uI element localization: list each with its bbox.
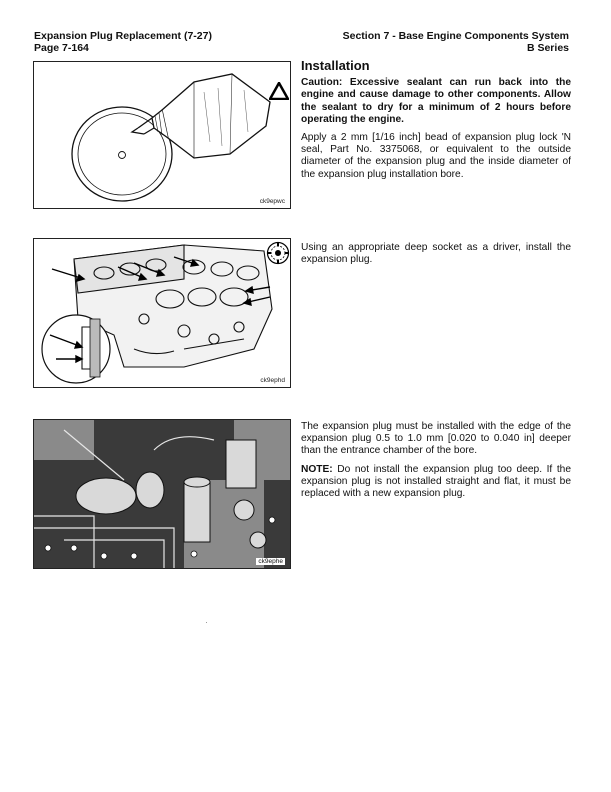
scan-speck (206, 622, 207, 623)
chapter-title: Expansion Plug Replacement (7-27) (34, 30, 212, 42)
note-label: NOTE: (301, 463, 333, 475)
installation-section (301, 60, 571, 187)
section-title: Section 7 - Base Engine Components System (342, 30, 569, 42)
page-number: Page 7-164 (34, 42, 89, 54)
sealant-instructions: Apply a 2 mm [1/16 inch] bead of expansion plug lock 'N seal, Part No. 3375068, or equivalent to the outside diameter of the expansion plug and the inside diameter of the expansion plug installation bore. (301, 132, 571, 180)
engine-block-illustration (34, 239, 290, 387)
driver-instructions: Using an appropriate deep socket as a driver, install the expansion plug. (301, 242, 571, 266)
installation-heading: Installation (301, 58, 370, 73)
sealant-illustration (34, 62, 290, 208)
socket-tool-icon (266, 241, 290, 265)
driver-section (301, 242, 571, 272)
engine-photo (34, 420, 290, 568)
depth-section (301, 421, 571, 506)
caution-text: Caution: Excessive sealant can run back into the engine and cause damage to other components. Allow the sealant to dry for a minimum of 2 hours before operating the engine. (301, 77, 571, 125)
note-text: Do not install the expansion plug too deep. If the expansion plug is not installed straight and flat, it must be replaced with a new expansion plug. (301, 463, 571, 500)
figure-sealant-application (33, 61, 291, 209)
note-paragraph (301, 464, 571, 501)
depth-instructions: The expansion plug must be installed with the edge of the expansion plug 0.5 to 1.0 mm [0.020 to 0.040 in] deeper than the entrance chamber of the bore. (301, 421, 571, 457)
page-header-right (343, 30, 569, 54)
figure-caption: ck9epwc (259, 198, 285, 205)
figure-install-plug (33, 238, 291, 388)
figure-plug-depth (33, 419, 291, 569)
figure-caption: ck9ephd (260, 377, 285, 384)
series-label: B Series (526, 42, 569, 54)
warning-triangle-icon (269, 82, 289, 100)
page-header-left (34, 30, 212, 54)
figure-caption: ck9ephe (258, 558, 283, 565)
